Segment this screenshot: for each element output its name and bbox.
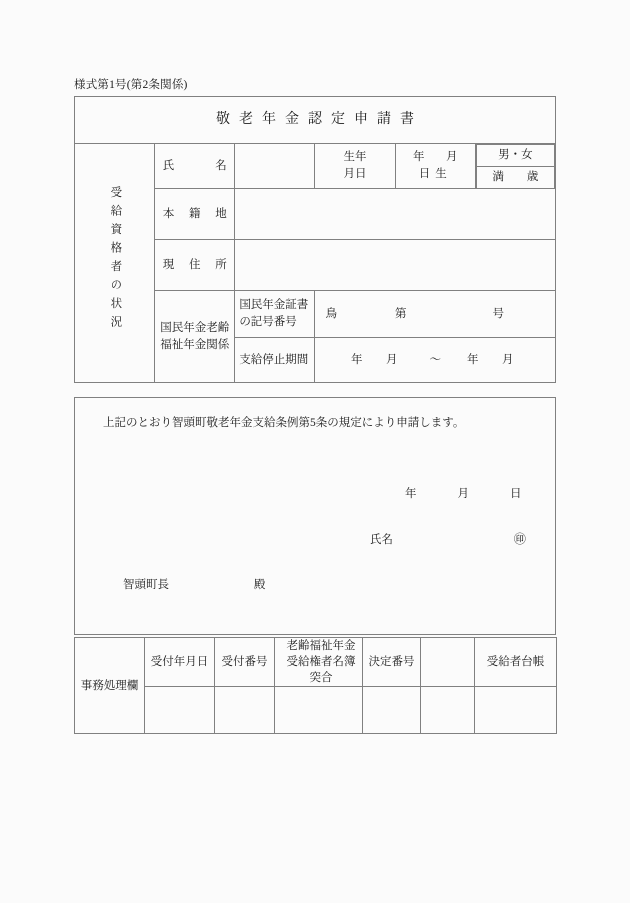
current-address-input-cell[interactable]	[235, 240, 556, 291]
birthdate-input-cell[interactable]: 年 月 日生	[395, 144, 475, 189]
admin-value-blank[interactable]	[421, 687, 475, 734]
name-input-cell[interactable]	[235, 144, 315, 189]
admin-value-receipt-date[interactable]	[145, 687, 215, 734]
statement-text: 上記のとおり智頭町敬老年金支給条例第5条の規定により申請します。	[103, 417, 465, 429]
signature-name-line[interactable]	[370, 531, 526, 549]
addressee-honorific: 殿	[253, 579, 266, 591]
signature-name-label: 氏名	[370, 534, 393, 546]
applicant-information-table	[74, 96, 556, 383]
statement-row	[75, 398, 556, 635]
current-address-label: 現住所	[155, 240, 235, 291]
age-cell[interactable]: 満 歳	[476, 167, 554, 189]
applicant-status-vertical-label: 受給資格者の状況	[75, 144, 155, 383]
form-number: 様式第1号(第2条関係)	[74, 79, 188, 91]
suspension-period-input-cell[interactable]: 年 月 ～ 年 月	[315, 338, 556, 383]
admin-col-decision-number: 決定番号	[363, 638, 421, 687]
statement-table	[74, 397, 556, 635]
admin-col-blank	[421, 638, 475, 687]
suspension-period-label: 支給停止期間	[235, 338, 315, 383]
document-title: 敬老年金認定申請書	[216, 111, 423, 127]
admin-header-row	[75, 638, 557, 687]
registered-domicile-label: 本籍地	[155, 189, 235, 240]
admin-col-receipt-date: 受付年月日	[145, 638, 215, 687]
sex-age-cell	[475, 144, 555, 189]
title-cell	[75, 97, 556, 144]
addressee-line	[123, 577, 265, 594]
admin-col-recipient-ledger: 受給者台帳	[475, 638, 557, 687]
admin-processing-table	[74, 637, 557, 734]
name-label: 氏 名	[155, 144, 235, 189]
signature-date-line[interactable]: 年 月 日	[405, 488, 528, 500]
admin-section-label: 事務処理欄	[75, 638, 145, 734]
admin-value-pension-roster-check[interactable]	[275, 687, 363, 734]
admin-col-receipt-number: 受付番号	[215, 638, 275, 687]
statement-cell	[75, 398, 556, 635]
certificate-number-label: 国民年金証書 の記号番号	[235, 291, 315, 338]
title-row	[75, 97, 556, 144]
admin-col-pension-roster-check: 老齢福祉年金 受給権者名簿 突合	[275, 638, 363, 687]
addressee-name: 智頭町長	[123, 579, 169, 591]
registered-domicile-input-cell[interactable]	[235, 189, 556, 240]
admin-value-decision-number[interactable]	[363, 687, 421, 734]
birthdate-label: 生年 月日	[315, 144, 395, 189]
certificate-number-input-cell[interactable]: 鳥 第 号	[315, 291, 556, 338]
pension-group-label: 国民年金老齢 福祉年金関係	[155, 291, 235, 383]
name-row	[75, 144, 556, 189]
seal-icon: ㊞	[513, 532, 526, 546]
admin-value-receipt-number[interactable]	[215, 687, 275, 734]
sex-option-cell[interactable]: 男・女	[476, 145, 554, 167]
admin-value-recipient-ledger[interactable]	[475, 687, 557, 734]
admin-value-row	[75, 687, 557, 734]
